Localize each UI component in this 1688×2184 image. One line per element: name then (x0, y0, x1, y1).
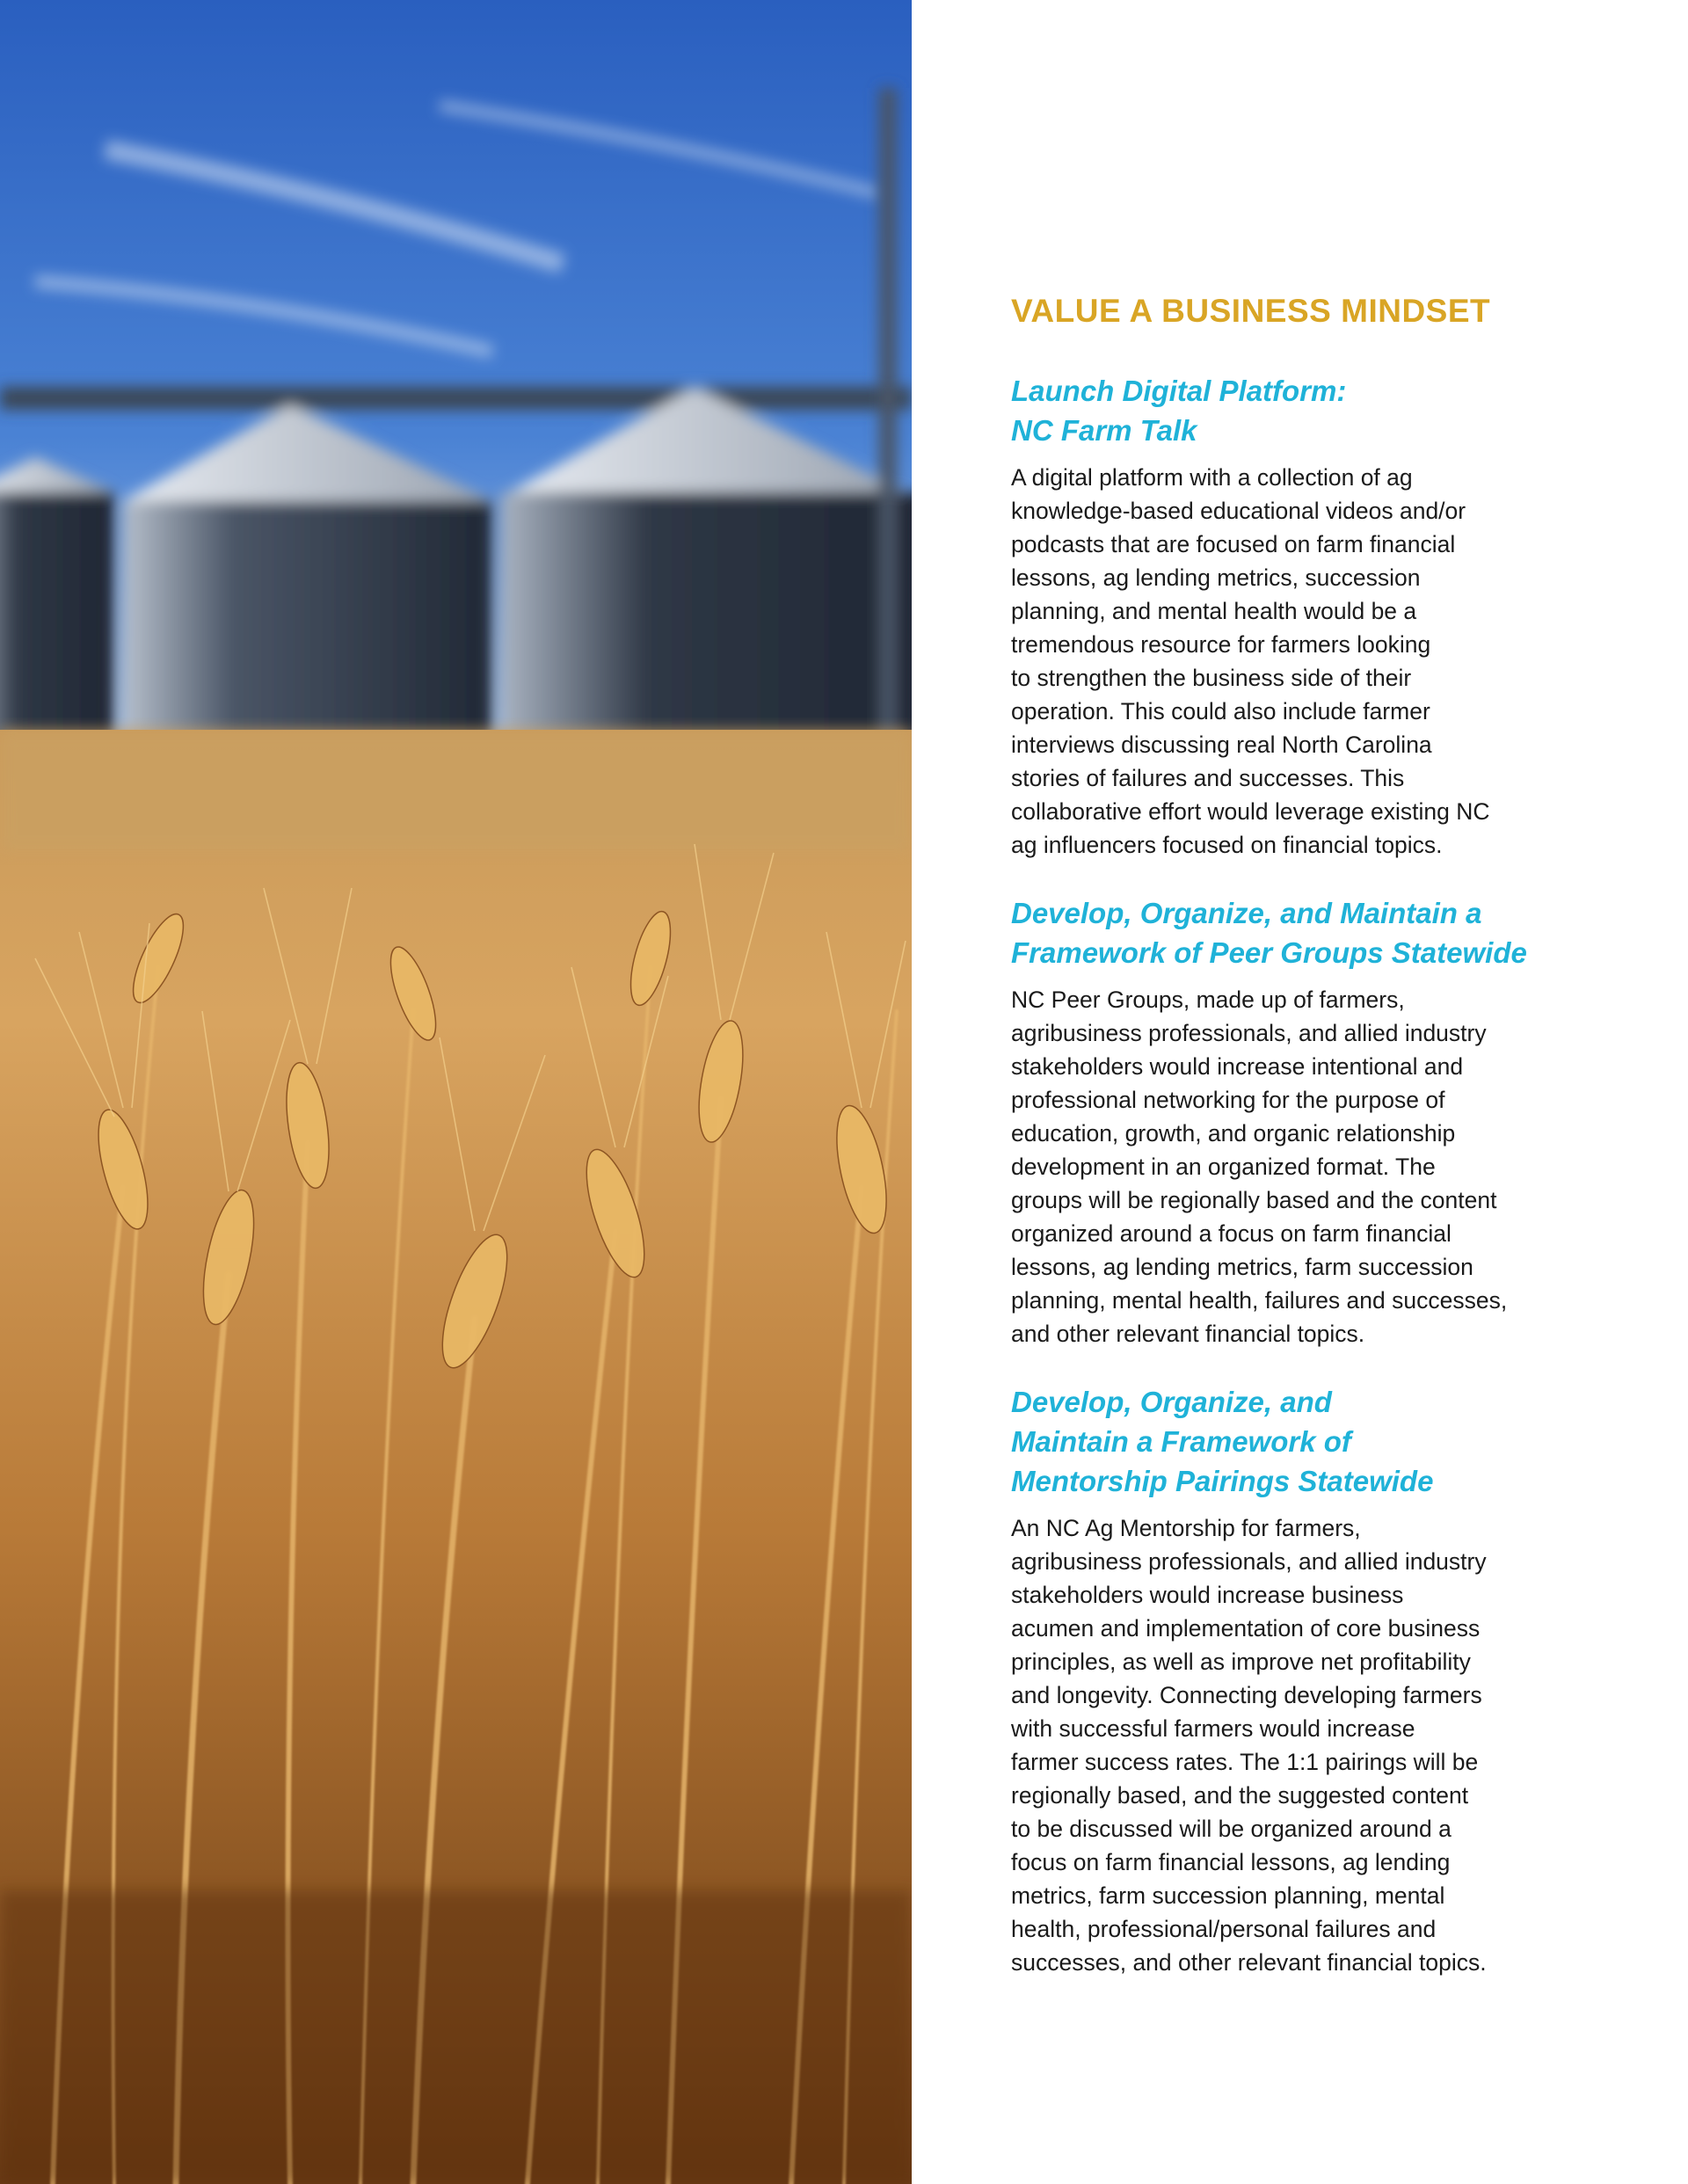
initiative-nc-farm-talk (1011, 371, 1591, 862)
item-title-line: Framework of Peer Groups Statewide (1011, 936, 1527, 969)
body-line: development in an organized format. The (1011, 1154, 1436, 1180)
item-title (1011, 371, 1591, 450)
body-line: successes, and other relevant financial topics. (1011, 1949, 1487, 1976)
content-column (1011, 290, 1591, 2011)
body-line: collaborative effort would leverage existing NC (1011, 798, 1490, 825)
body-line: groups will be regionally based and the content (1011, 1187, 1497, 1213)
body-line: to be discussed will be organized around a (1011, 1816, 1452, 1842)
body-line: focus on farm financial lessons, ag lending (1011, 1849, 1451, 1875)
body-line: health, professional/personal failures and (1011, 1916, 1437, 1942)
body-line: professional networking for the purpose of (1011, 1087, 1445, 1113)
item-body (1011, 1511, 1591, 1979)
body-line: podcasts that are focused on farm financial (1011, 531, 1456, 557)
body-line: interviews discussing real North Carolina (1011, 732, 1432, 758)
body-line: operation. This could also include farmer (1011, 698, 1430, 724)
body-line: tremendous resource for farmers looking (1011, 631, 1431, 658)
body-line: planning, mental health, failures and successes, (1011, 1287, 1508, 1314)
body-line: and longevity. Connecting developing farmers (1011, 1682, 1482, 1708)
item-title-line: Maintain a Framework of (1011, 1425, 1351, 1458)
body-line: organized around a focus on farm financial (1011, 1220, 1452, 1247)
item-title-line: Develop, Organize, and Maintain a (1011, 897, 1482, 929)
item-body (1011, 461, 1591, 862)
item-title-line: Mentorship Pairings Statewide (1011, 1465, 1434, 1497)
body-line: ag influencers focused on financial topics. (1011, 832, 1443, 858)
item-title (1011, 1382, 1591, 1501)
body-line: agribusiness professionals, and allied industry (1011, 1020, 1487, 1046)
item-title (1011, 893, 1591, 972)
body-line: and other relevant financial topics. (1011, 1321, 1365, 1347)
body-line: to strengthen the business side of their (1011, 665, 1412, 691)
body-line: stories of failures and successes. This (1011, 765, 1405, 791)
body-line: lessons, ag lending metrics, farm succession (1011, 1254, 1473, 1280)
item-title-line: Develop, Organize, and (1011, 1386, 1332, 1418)
body-line: stakeholders would increase business (1011, 1582, 1404, 1608)
item-body (1011, 983, 1591, 1350)
item-title-line: NC Farm Talk (1011, 414, 1197, 447)
body-line: with successful farmers would increase (1011, 1715, 1415, 1742)
body-line: knowledge-based educational videos and/or (1011, 498, 1466, 524)
initiative-peer-groups (1011, 893, 1591, 1350)
body-line: stakeholders would increase intentional and (1011, 1053, 1464, 1080)
body-line: acumen and implementation of core business (1011, 1615, 1481, 1642)
body-line: education, growth, and organic relationship (1011, 1120, 1456, 1147)
body-line: metrics, farm succession planning, mental (1011, 1882, 1445, 1909)
body-line: farmer success rates. The 1:1 pairings will be (1011, 1749, 1479, 1775)
body-line: lessons, ag lending metrics, succession (1011, 564, 1421, 591)
body-line: planning, and mental health would be a (1011, 598, 1417, 624)
body-line: regionally based, and the suggested content (1011, 1782, 1469, 1809)
initiative-mentorship-pairings (1011, 1382, 1591, 1979)
item-title-line: Launch Digital Platform: (1011, 375, 1347, 407)
section-heading: VALUE A BUSINESS MINDSET (1011, 293, 1491, 329)
body-line: principles, as well as improve net profitability (1011, 1649, 1471, 1675)
body-line: A digital platform with a collection of ag (1011, 464, 1413, 491)
body-line: An NC Ag Mentorship for farmers, (1011, 1515, 1361, 1541)
body-line: agribusiness professionals, and allied industry (1011, 1548, 1487, 1575)
body-line: NC Peer Groups, made up of farmers, (1011, 986, 1405, 1013)
